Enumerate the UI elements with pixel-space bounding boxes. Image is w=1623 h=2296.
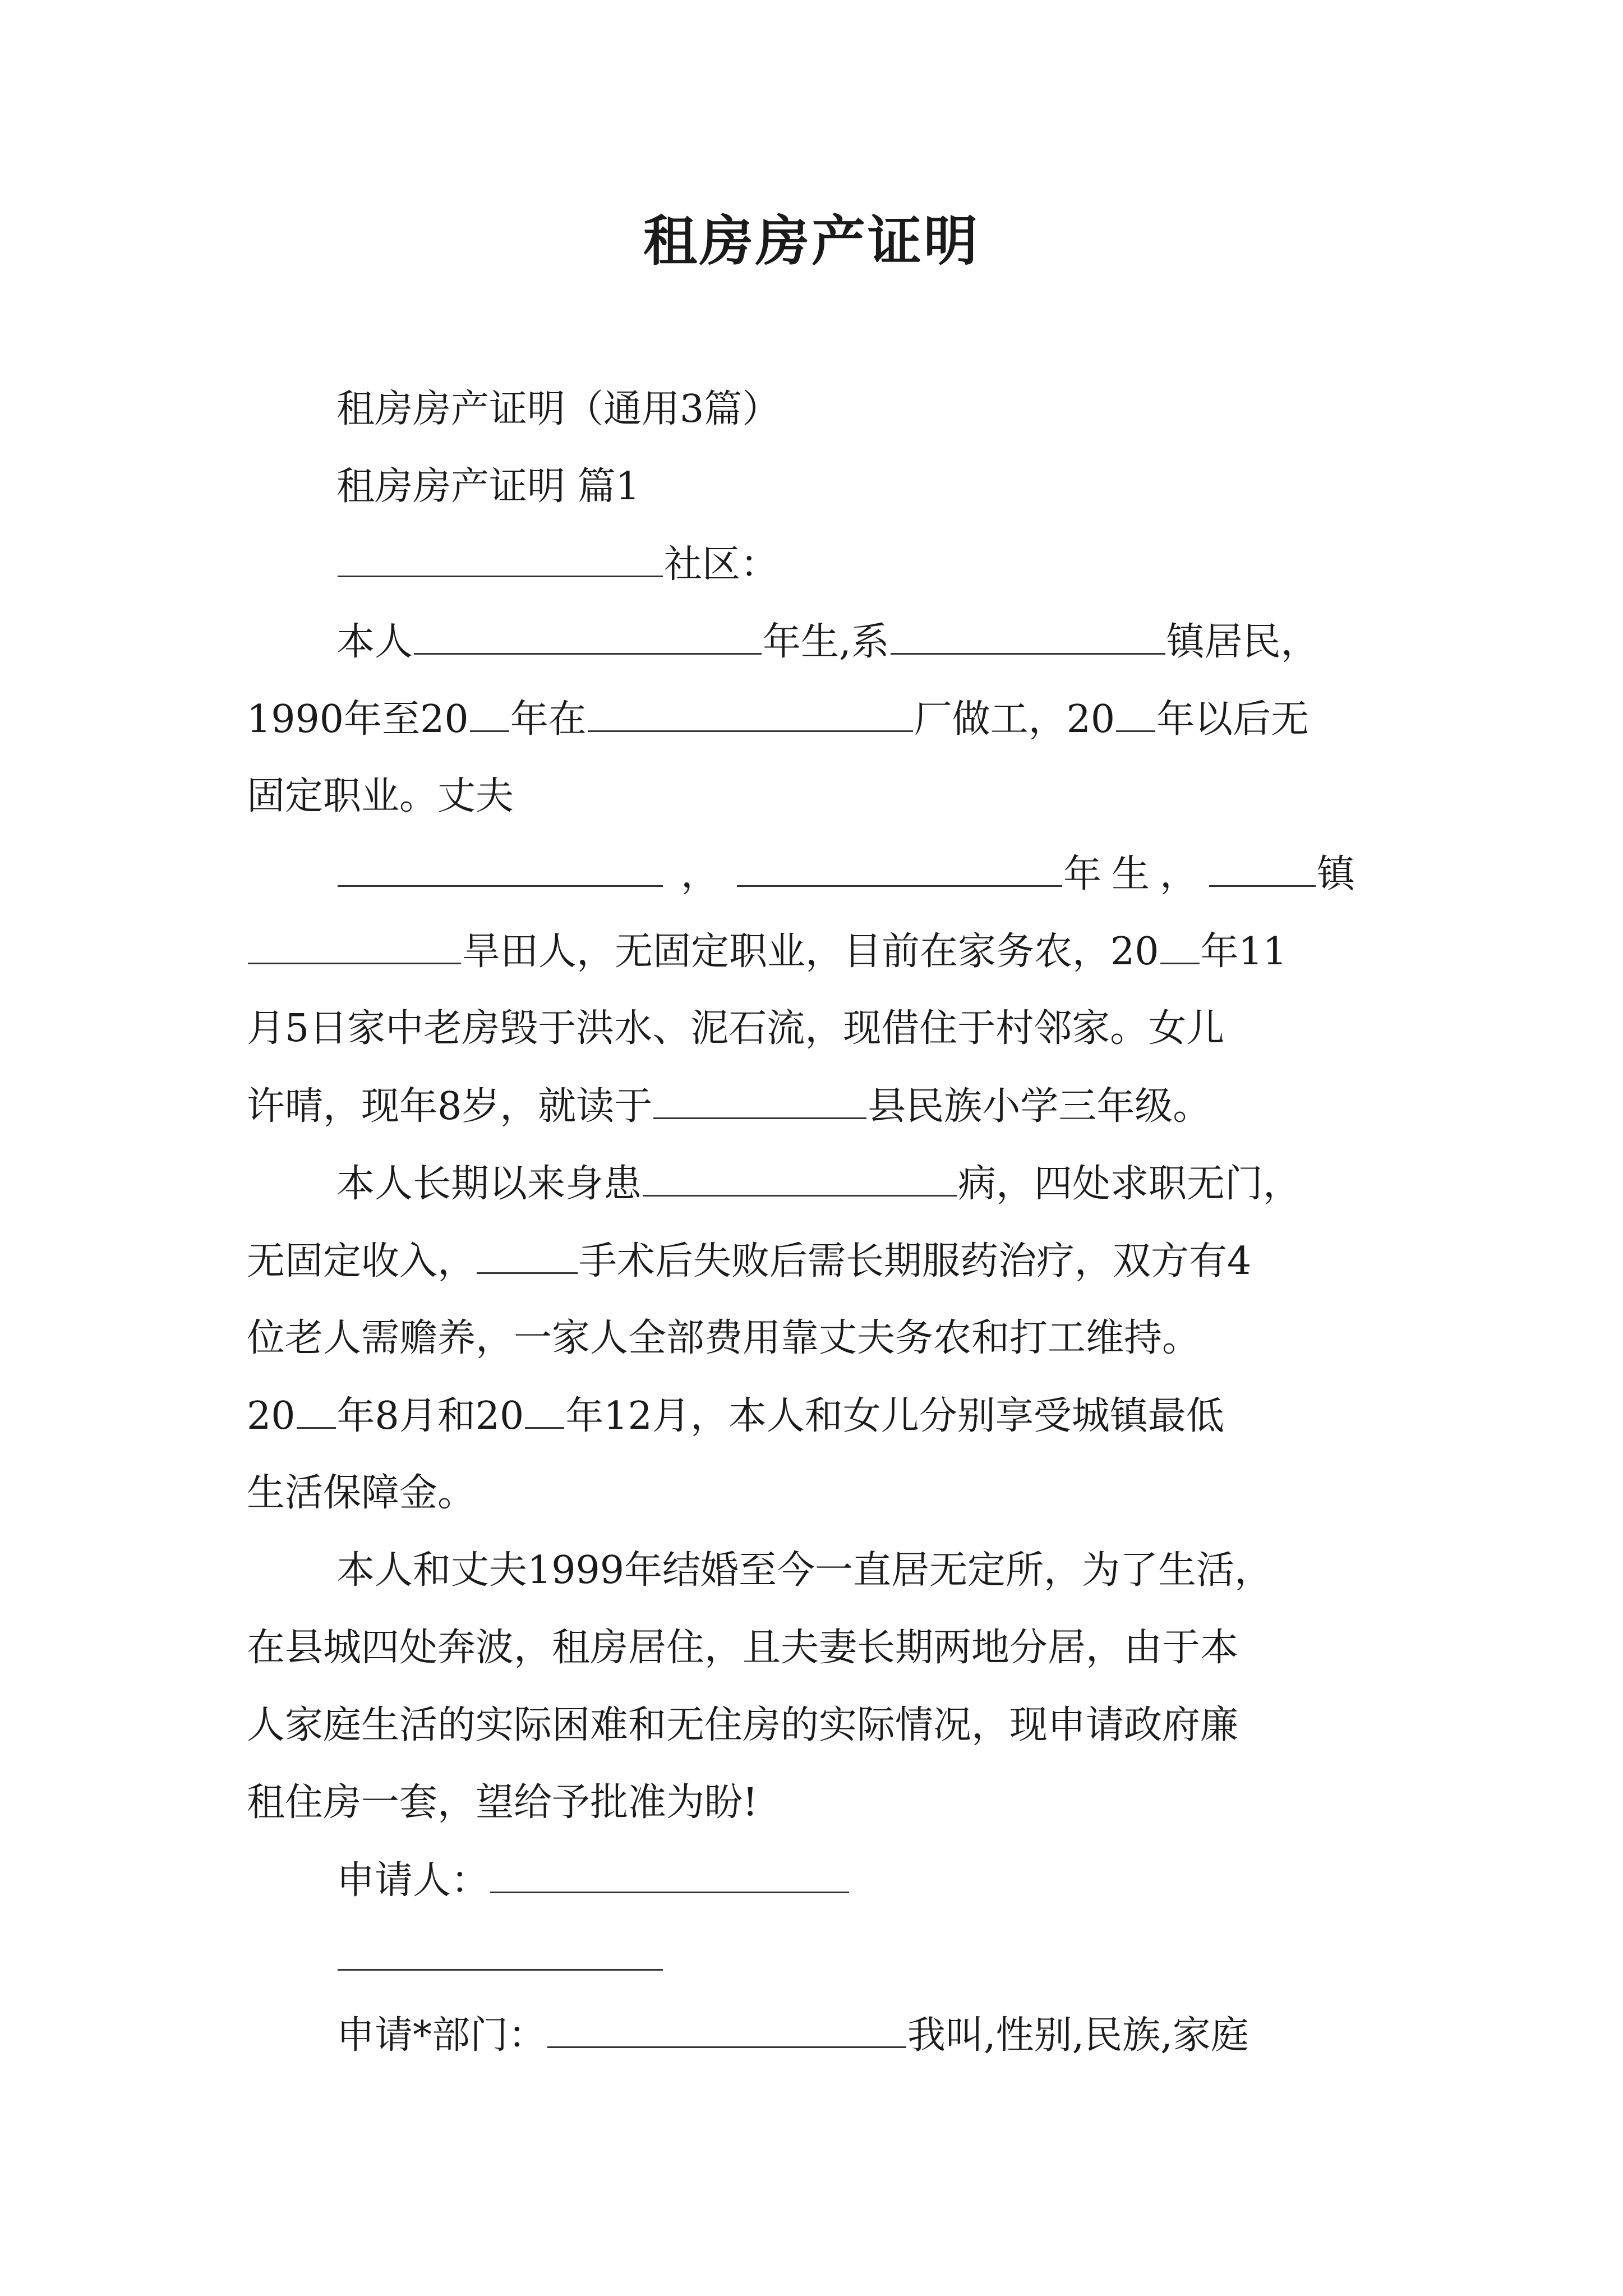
p1-line-4 [336, 846, 1355, 903]
text: 年11 [1200, 930, 1288, 974]
blank-field [737, 846, 1062, 887]
p3-line-1: 本人和丈夫1999年结婚至今一直居无定所，为了生活， [336, 1548, 1273, 1593]
text: 无固定收入， [247, 1239, 476, 1283]
blank-field [588, 691, 913, 732]
text: 年生， [1063, 852, 1209, 896]
text: 年以后无 [1156, 697, 1310, 742]
document-subtitle: 租房房产证明（通用3篇） [336, 387, 781, 431]
blank-field [470, 691, 509, 732]
text: 年8月和20 [336, 1394, 524, 1438]
blank-field [653, 1078, 866, 1119]
text: ， [681, 852, 720, 896]
p3-line-2: 在县城四处奔波，租房居住，且夫妻长期两地分居，由于本 [247, 1626, 1239, 1670]
blank-field [248, 923, 461, 964]
p1-line-1 [336, 614, 1319, 670]
blank-field [338, 846, 663, 887]
text: 年12月，本人和女儿分别享受城镇最低 [565, 1394, 1224, 1438]
applicant-line [336, 1852, 850, 1909]
text: 旱田人，无固定职业，目前在家务农，20 [462, 930, 1159, 974]
text: 本人长期以来身患 [336, 1162, 642, 1206]
text: 我叫,性别,民族,家庭 [907, 2013, 1249, 2058]
blank-field [477, 1233, 578, 1274]
blank-field [338, 536, 663, 577]
p3-line-4: 租住房一套，望给予批准为盼! [247, 1780, 758, 1825]
signature-line [336, 1930, 664, 1986]
p1-line-5 [247, 923, 1287, 980]
blank-field [1160, 923, 1200, 964]
text: 病，四处求职无门， [958, 1162, 1302, 1206]
document-title: 租房房产证明 [643, 209, 980, 273]
section-heading: 租房房产证明 篇1 [336, 464, 640, 509]
text: 厂做工，20 [914, 697, 1115, 742]
department-label: 申请*部门： [336, 2013, 547, 2058]
blank-field [414, 614, 762, 655]
text: 县民族小学三年级。 [868, 1084, 1211, 1129]
blank-field [525, 1388, 564, 1429]
applicant-label: 申请人： [336, 1858, 490, 1903]
blank-field [1209, 846, 1316, 887]
p1-line-3: 固定职业。丈夫 [247, 774, 514, 818]
p2-line-2 [247, 1233, 1251, 1290]
department-line [336, 2007, 1249, 2064]
p1-line-6: 月5日家中老房毁于洪水、泥石流，现借住于村邻家。女儿 [247, 1006, 1225, 1051]
blank-field [643, 1156, 957, 1197]
blank-field [1116, 691, 1155, 732]
text: 手术后失败后需长期服药治疗，双方有4 [579, 1239, 1252, 1283]
text: 年生,系 [763, 620, 889, 664]
text: 许晴，现年8岁，就读于 [247, 1084, 653, 1129]
p2-line-1 [336, 1156, 1301, 1212]
community-line [336, 536, 778, 593]
p1-line-2 [247, 691, 1309, 748]
p3-line-3: 人家庭生活的实际困难和无住房的实际情况，现申请政府廉 [247, 1703, 1239, 1747]
text: 1990年至20 [247, 697, 469, 742]
blank-field [297, 1388, 336, 1429]
text: 本人 [336, 620, 413, 664]
applicant-blank [490, 1852, 849, 1893]
department-blank [547, 2007, 906, 2048]
p2-line-4 [247, 1388, 1224, 1444]
community-label: 社区： [664, 542, 779, 587]
text: 镇居民， [1166, 620, 1319, 664]
text: 镇 [1317, 852, 1355, 896]
blank-field [891, 614, 1165, 655]
blank-field [338, 1930, 663, 1971]
p1-line-7 [247, 1078, 1211, 1135]
p2-line-3: 位老人需赡养，一家人全部费用靠丈夫务农和打工维持。 [247, 1316, 1201, 1360]
text: 年在 [510, 697, 587, 742]
p2-line-5: 生活保障金。 [247, 1471, 476, 1515]
text: 20 [247, 1394, 296, 1438]
